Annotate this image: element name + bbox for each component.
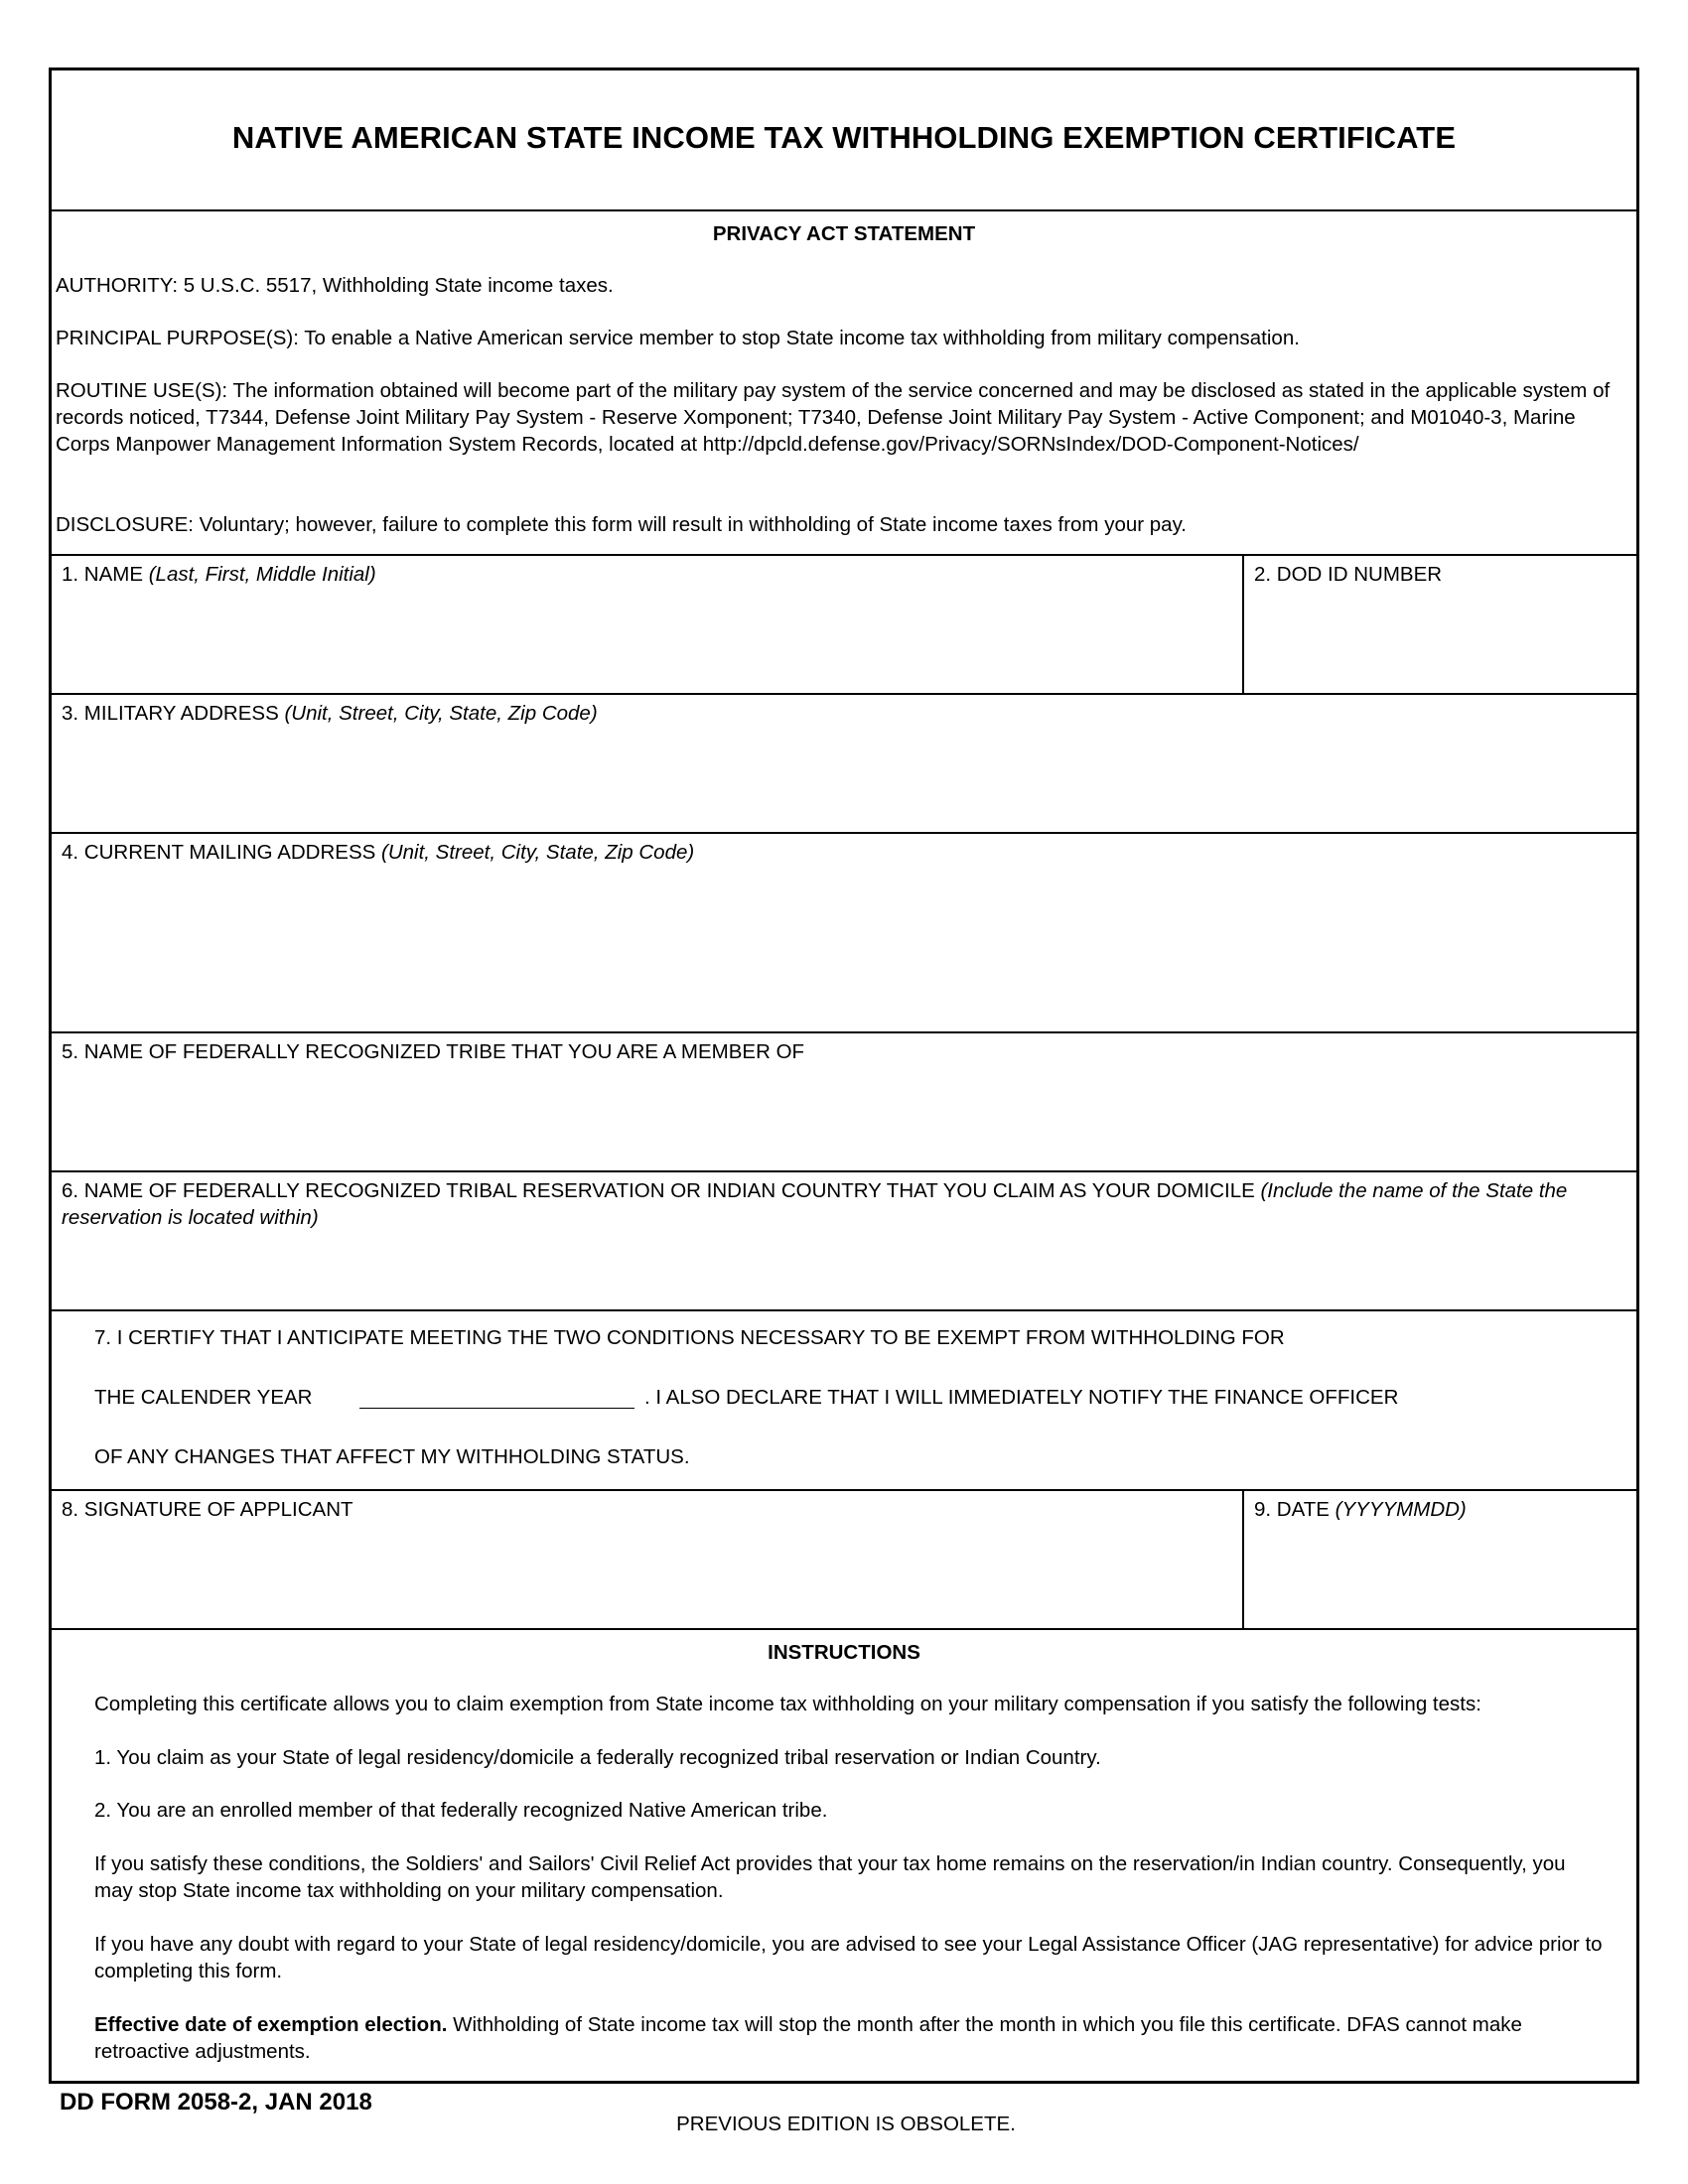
name-hint: (Last, First, Middle Initial) — [148, 563, 376, 586]
signature-field[interactable] — [52, 1491, 1242, 1630]
form-title: NATIVE AMERICAN STATE INCOME TAX WITHHOLDING EXEMPTION CERTIFICATE — [231, 120, 1457, 155]
edition-note: PREVIOUS EDITION IS OBSOLETE. — [676, 2113, 1016, 2135]
privacy-routine-use: ROUTINE USE(S): The information obtained will become part of the military pay system of the service concerned and may be disclosed as stated in the applicable system of records noticed, T7344, Defense Joint Military Pay System - Reserve Xomponent; T7340, Defense Joint Military Pay System - Active Component; and M01040-3, Marine Corps Manpower Management Information System Records, located at http://dpcld.defense.gov/Privacy/SORNsIndex/DOD-Component-Notices/ — [56, 379, 1611, 456]
certificate-form — [49, 68, 1639, 2084]
certification-section — [52, 1311, 1636, 1491]
dod-id-label: 2. DOD ID NUMBER — [1254, 563, 1443, 586]
name-label: 1. NAME — [62, 563, 149, 586]
certification-line-1: 7. I CERTIFY THAT I ANTICIPATE MEETING THE TWO CONDITIONS NECESSARY TO BE EXEMPT FROM WITHHOLDING FOR — [94, 1326, 1285, 1349]
domicile-field[interactable] — [52, 1172, 1636, 1311]
instructions-test-1: 1. You claim as your State of legal residency/domicile a federally recognized tribal reservation or Indian Country. — [94, 1746, 1101, 1769]
instructions-heading: INSTRUCTIONS — [768, 1641, 920, 1664]
calendar-year-input[interactable] — [359, 1408, 634, 1409]
name-field[interactable] — [52, 556, 1242, 695]
certification-line-2-prefix: THE CALENDER YEAR — [94, 1386, 313, 1409]
tribe-label: 5. NAME OF FEDERALLY RECOGNIZED TRIBE THAT YOU ARE A MEMBER OF — [62, 1040, 805, 1063]
privacy-heading: PRIVACY ACT STATEMENT — [712, 222, 976, 245]
certification-line-3: OF ANY CHANGES THAT AFFECT MY WITHHOLDING STATUS. — [94, 1445, 690, 1468]
form-identifier: DD FORM 2058-2, JAN 2018 — [60, 2089, 372, 2116]
effective-date-text: Withholding of State income tax will stop the month after the month in which you file this certificate. DFAS cannot make retroactive adjustments. — [94, 2013, 1522, 2063]
dod-id-field[interactable] — [1242, 556, 1636, 695]
military-address-label: 3. MILITARY ADDRESS — [62, 702, 285, 725]
domicile-hint: (Include the name of the State the reservation is located within) — [62, 1179, 1568, 1229]
military-address-hint: (Unit, Street, City, State, Zip Code) — [284, 702, 598, 725]
instructions-section — [52, 1630, 1636, 2081]
certification-line-2-suffix: . I ALSO DECLARE THAT I WILL IMMEDIATELY NOTIFY THE FINANCE OFFICER — [644, 1386, 1399, 1409]
mailing-address-field[interactable] — [52, 834, 1636, 1033]
instructions-effective-date — [94, 2011, 1607, 2065]
mailing-address-hint: (Unit, Street, City, State, Zip Code) — [381, 841, 695, 864]
mailing-address-label: 4. CURRENT MAILING ADDRESS — [62, 841, 381, 864]
date-hint: (YYYYMMDD) — [1335, 1498, 1467, 1521]
date-label: 9. DATE — [1254, 1498, 1336, 1521]
instructions-test-2: 2. You are an enrolled member of that federally recognized Native American tribe. — [94, 1799, 828, 1822]
tribe-field[interactable] — [52, 1033, 1636, 1172]
effective-date-heading: Effective date of exemption election. — [94, 2013, 448, 2036]
instructions-conditions: If you satisfy these conditions, the Soldiers' and Sailors' Civil Relief Act provides that your tax home remains on the reservation/in Indian country. Consequently, you may stop State income tax withholding on your military compensation. — [94, 1852, 1566, 1902]
instructions-doubt: If you have any doubt with regard to your State of legal residency/domicile, you are advised to see your Legal Assistance Officer (JAG representative) for advice prior to completing this form. — [94, 1933, 1603, 1982]
title-box — [52, 70, 1636, 211]
privacy-purpose: PRINCIPAL PURPOSE(S): To enable a Native American service member to stop State income tax withholding from military compensation. — [56, 327, 1300, 349]
privacy-act-statement — [52, 211, 1636, 556]
instructions-intro: Completing this certificate allows you to claim exemption from State income tax withholding on your military compensation if you satisfy the following tests: — [94, 1693, 1481, 1715]
signature-label: 8. SIGNATURE OF APPLICANT — [62, 1498, 353, 1521]
privacy-authority: AUTHORITY: 5 U.S.C. 5517, Withholding State income taxes. — [56, 274, 614, 297]
military-address-field[interactable] — [52, 695, 1636, 834]
privacy-disclosure: DISCLOSURE: Voluntary; however, failure to complete this form will result in withholding of State income taxes from your pay. — [56, 513, 1188, 536]
domicile-label: 6. NAME OF FEDERALLY RECOGNIZED TRIBAL RESERVATION OR INDIAN COUNTRY THAT YOU CLAIM AS YOUR DOMICILE — [62, 1179, 1261, 1202]
date-field[interactable] — [1242, 1491, 1636, 1630]
